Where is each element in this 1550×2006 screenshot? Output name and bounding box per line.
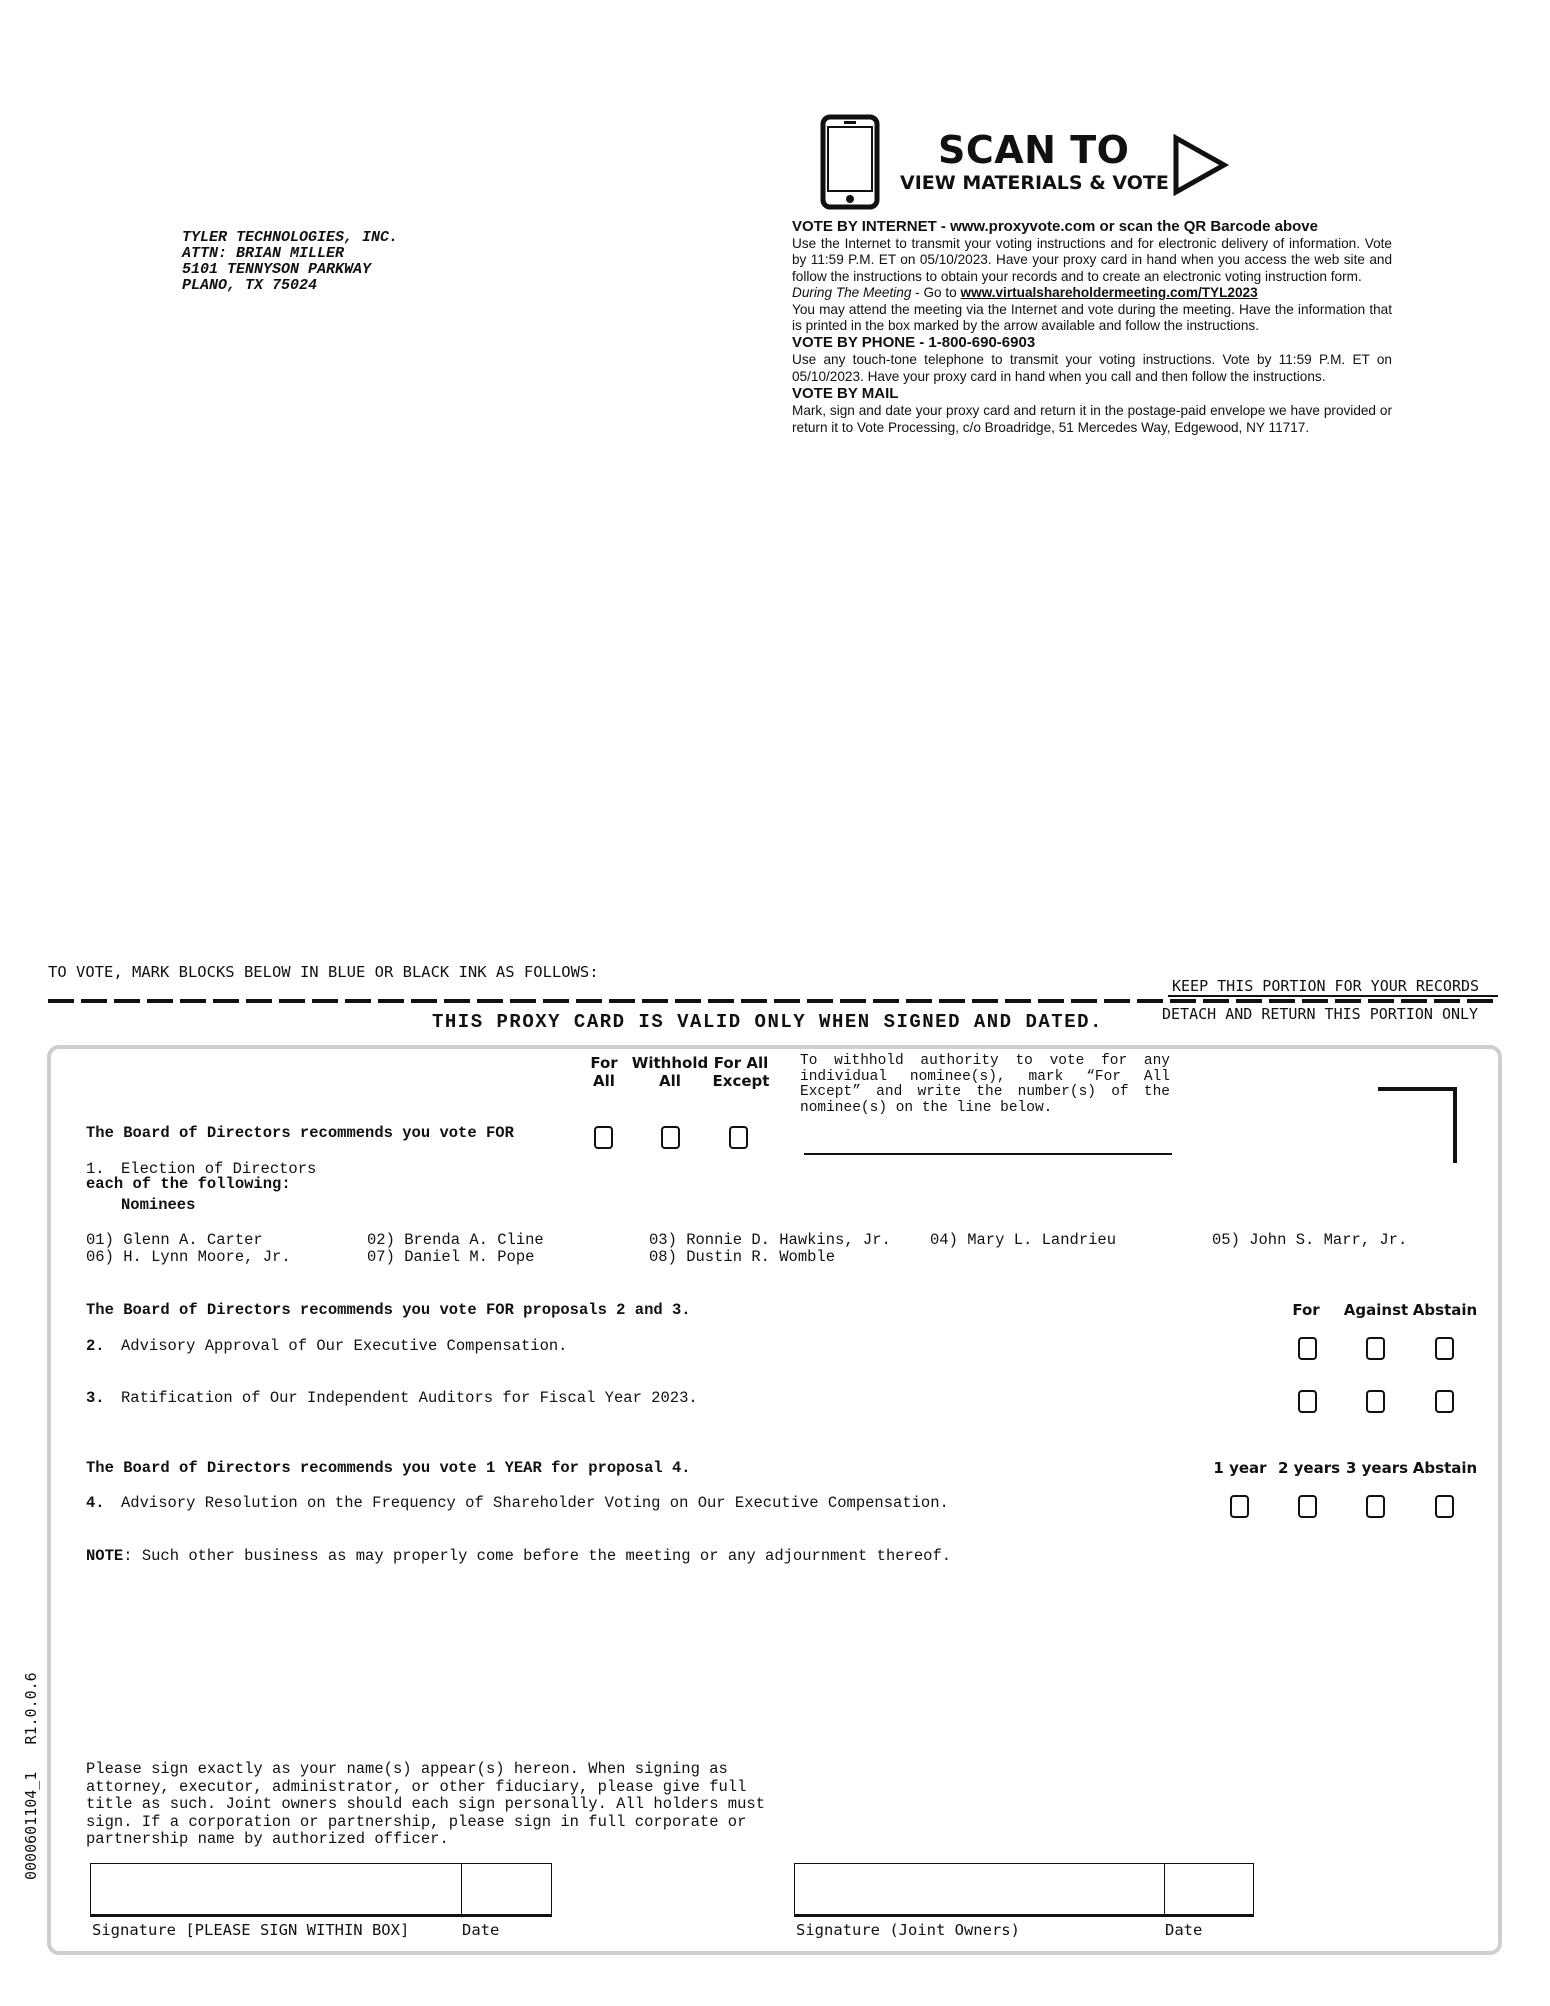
item2-text: Advisory Approval of Our Executive Compensation. (121, 1337, 568, 1355)
scan-subtitle: VIEW MATERIALS & VOTE (900, 172, 1169, 194)
keep-portion-label: KEEP THIS PORTION FOR YOUR RECORDS (1172, 977, 1480, 995)
board-recommendation-2: The Board of Directors recommends you vote FOR proposals 2 and 3. (86, 1301, 691, 1319)
nominee-item: 05) John S. Marr, Jr. (1212, 1231, 1408, 1249)
nominee-item: 06) H. Lynn Moore, Jr. (86, 1248, 291, 1266)
joint-signature-label: Signature (Joint Owners) (796, 1921, 1020, 1939)
note-line (86, 1547, 951, 1565)
item2-number: 2. (86, 1337, 105, 1355)
col-withhold-line2: All (659, 1072, 681, 1090)
nominees-label: Nominees (121, 1196, 196, 1214)
address-attn: ATTN: BRIAN MILLER (182, 245, 345, 262)
item1-text: Election of Directors (121, 1160, 317, 1178)
col-for-all-except (708, 1054, 774, 1090)
note-text: : Such other business as may properly come before the meeting or any adjournment thereof. (123, 1547, 952, 1565)
scan-title: SCAN TO (938, 128, 1130, 172)
checkbox-item4-2-years[interactable] (1298, 1495, 1317, 1518)
mailing-address (182, 230, 398, 294)
item4-text: Advisory Resolution on the Frequency of Shareholder Voting on Our Executive Compensation. (121, 1494, 949, 1512)
nominee-item: 01) Glenn A. Carter (86, 1231, 263, 1249)
col-withhold-all (630, 1054, 710, 1090)
meeting-label: During The Meeting (792, 285, 912, 301)
col-against: Against (1343, 1301, 1409, 1319)
vote-mail-heading: VOTE BY MAIL (792, 385, 899, 403)
item3-number: 3. (86, 1389, 105, 1407)
col-1-year: 1 year (1213, 1459, 1267, 1477)
checkbox-item3-against[interactable] (1366, 1390, 1385, 1413)
nominee-item: 07) Daniel M. Pope (367, 1248, 535, 1266)
item4-number: 4. (86, 1494, 105, 1512)
smartphone-icon (820, 114, 880, 210)
note-label: NOTE (86, 1547, 124, 1565)
col-2-years: 2 years (1277, 1459, 1341, 1477)
checkbox-withhold-all[interactable] (661, 1126, 680, 1149)
board-recommendation-1 (86, 1091, 514, 1210)
vote-phone-heading: VOTE BY PHONE - 1-800-690-6903 (792, 334, 1036, 352)
valid-notice: THIS PROXY CARD IS VALID ONLY WHEN SIGNED AND DATED. (432, 1011, 1103, 1033)
col-withhold-line1: Withhold (631, 1054, 709, 1072)
checkbox-item2-for[interactable] (1298, 1337, 1317, 1360)
item3-text: Ratification of Our Independent Auditors for Fiscal Year 2023. (121, 1389, 698, 1407)
meeting-url-link[interactable]: www.virtualshareholdermeeting.com/TYL2023 (960, 285, 1258, 301)
vote-internet-heading: VOTE BY INTERNET - www.proxyvote.com or scan the QR Barcode above (792, 218, 1318, 235)
col-abstain-frequency: Abstain (1412, 1459, 1478, 1477)
checkbox-item4-1-year[interactable] (1230, 1495, 1249, 1518)
to-vote-instruction: TO VOTE, MARK BLOCKS BELOW IN BLUE OR BLACK INK AS FOLLOWS: (48, 963, 599, 981)
address-city: PLANO, TX 75024 (182, 277, 318, 294)
checkbox-for-all[interactable] (594, 1126, 613, 1149)
signing-instructions: Please sign exactly as your name(s) appear(s) hereon. When signing as attorney, executor, administrator, or other fiduciary, please give full title as such. Joint owners should each sign personally. All holders must sign. If a corporation or partnership, please sign in full corporate or partnership name by authorized officer. (86, 1760, 766, 1848)
nominee-item: 03) Ronnie D. Hawkins, Jr. (649, 1231, 891, 1249)
meeting-text: You may attend the meeting via the Internet and vote during the meeting. Have the information that is printed in the box marked by the arrow available and follow the instructions. (792, 301, 1392, 334)
col-for: For (1292, 1301, 1320, 1319)
nominee-item: 08) Dustin R. Womble (649, 1248, 836, 1266)
detach-portion-label: DETACH AND RETURN THIS PORTION ONLY (1162, 1005, 1479, 1023)
col-except-line1: For All (713, 1054, 769, 1072)
address-company: TYLER TECHNOLOGIES, INC. (182, 229, 399, 246)
joint-date-divider (1164, 1863, 1165, 1915)
vote-mail-text: Mark, sign and date your proxy card and return it in the postage-paid envelope we have provided or return it to Vote Processing, c/o Broadridge, 51 Mercedes Way, Edgewood, NY 11717. (792, 403, 1392, 435)
checkbox-item4-3-years[interactable] (1366, 1495, 1385, 1518)
voting-instructions (792, 218, 1392, 436)
checkbox-item4-abstain[interactable] (1435, 1495, 1454, 1518)
withhold-instructions: To withhold authority to vote for any individual nominee(s), mark “For All Except” and write the number(s) of the nominee(s) on the line below. (800, 1053, 1170, 1116)
nominee-item: 02) Brenda A. Cline (367, 1231, 544, 1249)
board-rec-1-line1: The Board of Directors recommends you vote FOR (86, 1124, 514, 1142)
col-abstain: Abstain (1412, 1301, 1478, 1319)
checkbox-item3-for[interactable] (1298, 1390, 1317, 1413)
col-3-years: 3 years (1345, 1459, 1409, 1477)
signature-date-divider (461, 1863, 462, 1915)
nominee-item: 04) Mary L. Landrieu (930, 1231, 1117, 1249)
col-for-all-line1: For (590, 1054, 618, 1072)
document-code: 0000601104_1 R1.0.0.6 (22, 1672, 40, 1880)
detach-dashed-line (48, 999, 1500, 1003)
vote-phone-text: Use any touch-tone telephone to transmit your voting instructions. Vote by 11:59 P.M. ET on 05/10/2023. Have your proxy card in hand when you call and then follow the instructions. (792, 352, 1392, 384)
joint-signature-box[interactable] (794, 1863, 1254, 1917)
board-recommendation-3: The Board of Directors recommends you vote 1 YEAR for proposal 4. (86, 1459, 691, 1477)
board-rec-1-line2: each of the following: (86, 1175, 291, 1193)
joint-date-label: Date (1165, 1921, 1203, 1939)
corner-mark (1378, 1087, 1457, 1163)
address-street: 5101 TENNYSON PARKWAY (182, 261, 372, 278)
col-for-all-line2: All (593, 1072, 615, 1090)
col-except-line2: Except (712, 1072, 770, 1090)
col-for-all (584, 1054, 624, 1090)
meeting-line (792, 285, 1392, 301)
vote-internet-text: Use the Internet to transmit your voting instructions and for electronic delivery of information. Vote by 11:59 P.M. ET on 05/10/2023. Have your proxy card in hand when you access the web site and follow the instructions to obtain your records and to create an electronic voting instruction form. (792, 236, 1392, 284)
except-write-line[interactable] (804, 1153, 1172, 1155)
checkbox-item3-abstain[interactable] (1435, 1390, 1454, 1413)
signature-label: Signature [PLEASE SIGN WITHIN BOX] (92, 1921, 410, 1939)
checkbox-item2-against[interactable] (1366, 1337, 1385, 1360)
keep-underline (1168, 995, 1498, 997)
signature-box[interactable] (90, 1863, 552, 1917)
checkbox-item2-abstain[interactable] (1435, 1337, 1454, 1360)
play-arrow-icon (1172, 134, 1230, 196)
date-label: Date (462, 1921, 500, 1939)
checkbox-for-all-except[interactable] (729, 1126, 748, 1149)
item1-number: 1. (86, 1160, 105, 1178)
meeting-goto: - Go to (911, 285, 961, 301)
